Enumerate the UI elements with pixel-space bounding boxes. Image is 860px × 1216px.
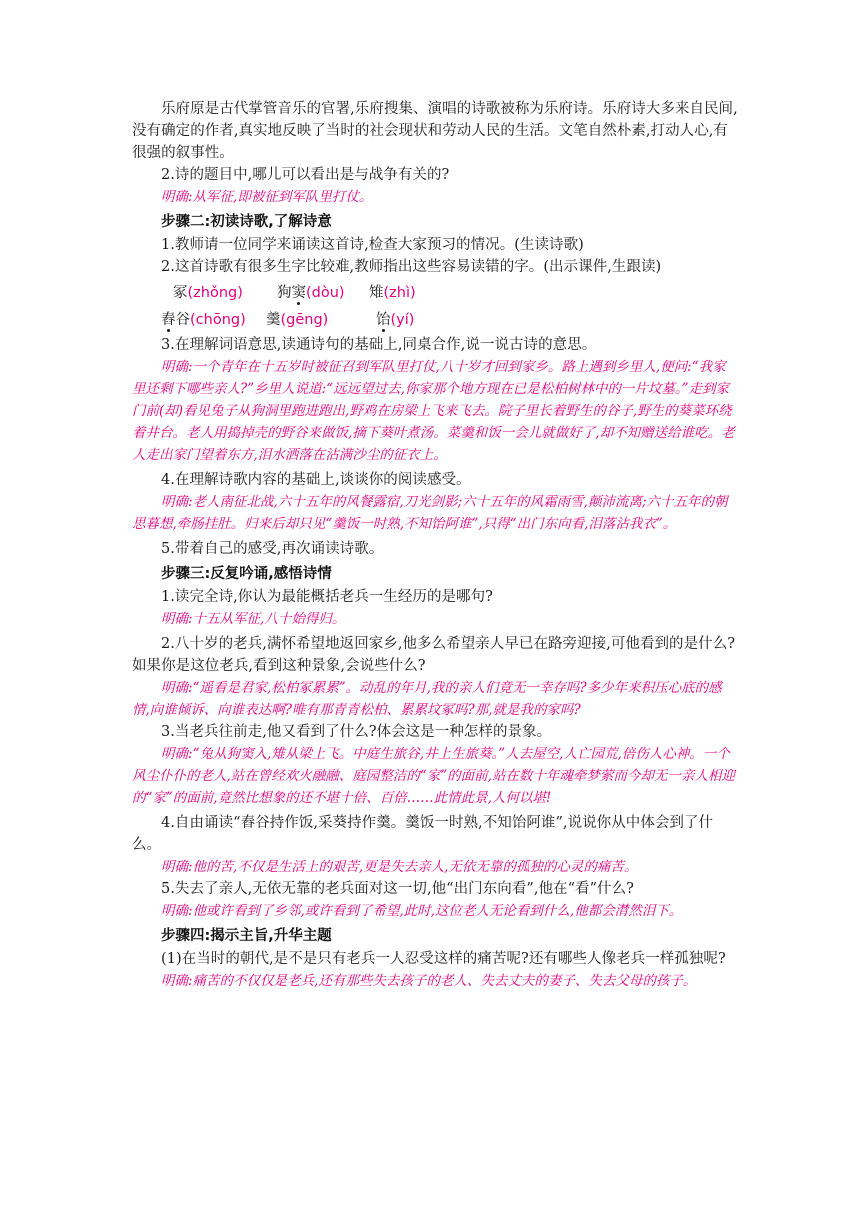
answer-text: 明确:痛苦的不仅仅是老兵,还有那些失去孩子的老人、失去丈夫的妻子、失去父母的孩子。 xyxy=(161,973,697,989)
question-text: 5.失去了亲人,无依无靠的老兵面对这一切,他“出门东向看”,他在“看”什么? xyxy=(161,881,634,897)
step-heading: 步骤二:初读诗歌,了解诗意 xyxy=(161,214,332,230)
question-text: 5.带着自己的感受,再次诵读诗歌。 xyxy=(161,541,384,557)
answer-text: 明确:他或许看到了乡邻,或许看到了希望,此时,这位老人无论看到什么,他都会潸然泪下。 xyxy=(161,903,683,919)
vocab-item: 饴(yí) xyxy=(376,312,415,328)
question-text: 4.自由诵读“舂谷持作饭,采葵持作羹。羹饭一时熟,不知饴阿谁”,说说你从中体会到了什么。 xyxy=(132,815,714,853)
vocabulary-list xyxy=(161,278,738,334)
answer-text: 明确:“兔从狗窦入,雉从梁上飞。中庭生旅谷,井上生旅葵。”人去屋空,人亡园荒,倍伤人心神。一个风尘仆仆的老人,站在曾经欢火融融、庭园整洁的“家”的面前,站在数十年魂牵梦萦而今却无一亲人相迎的“家”的面前,竟然比想象的还不堪十倍、百倍……此情此景,人何以堪! xyxy=(132,746,735,806)
answer-text: 明确:他的苦,不仅是生活上的艰苦,更是失去亲人,无依无靠的孤独的心灵的痛苦。 xyxy=(161,859,638,875)
answer-text: 明确:“遥看是君家,松柏冢累累”。动乱的年月,我的亲人们竟无一幸存吗?多少年来积压心底的感情,向谁倾诉、向谁表达啊?唯有那青青松柏、累累坟冢吗?那,就是我的家吗? xyxy=(132,680,722,718)
answer-text: 明确:一个青年在十五岁时被征召到军队里打仗,八十岁才回到家乡。路上遇到乡里人,便问:“我家里还剩下哪些亲人?”乡里人说道:“远远望过去,你家那个地方现在已是松柏树林中的一片坟墓。”走到家门前(却)看见兔子从狗洞里跑进跑出,野鸡在房梁上飞来飞去。院子里长着野生的谷子,野生的葵菜环绕着井台。老人用捣掉壳的野谷来做饭,摘下葵叶煮汤。菜羹和饭一会儿就做好了,却不知赠送给谁吃。老人走出家门望着东方,泪水洒落在沾满沙尘的征衣上。 xyxy=(132,359,735,463)
vocab-item: 冢(zhǒng) xyxy=(173,285,243,301)
answer-text: 明确:十五从军征,八十始得归。 xyxy=(161,611,346,627)
answer-text: 明确:从军征,即被征到军队里打仗。 xyxy=(161,189,373,205)
question-text: 3.当老兵往前走,他又看到了什么?体会这是一种怎样的景象。 xyxy=(161,724,552,740)
lesson-content xyxy=(132,98,738,992)
question-text: 1.读完全诗,你认为最能概括老兵一生经历的是哪句? xyxy=(161,589,493,605)
vocab-item: 舂谷(chōng) xyxy=(161,312,246,328)
step-heading: 步骤三:反复吟诵,感悟诗情 xyxy=(161,566,332,582)
step-heading: 步骤四:揭示主旨,升华主题 xyxy=(161,928,332,944)
answer-text: 明确:老人南征北战,六十五年的风餐露宿,刀光剑影;六十五年的风霜雨雪,颠沛流离;六十五年的朝思暮想,牵肠挂肚。归来后却只见“羹饭一时熟,不知饴阿谁”,只得“出门东向看,泪落沾我衣”。 xyxy=(132,494,728,532)
question-text: 2.这首诗歌有很多生字比较难,教师指出这些容易读错的字。(出示课件,生跟读) xyxy=(161,259,662,275)
vocab-item: 雉(zhì) xyxy=(369,285,416,301)
question-text: 3.在理解词语意思,读通诗句的基础上,同桌合作,说一说古诗的意思。 xyxy=(161,337,597,353)
question-2: 2.诗的题目中,哪儿可以看出是与战争有关的? xyxy=(161,167,450,183)
question-text: 2.八十岁的老兵,满怀希望地返回家乡,他多么希望亲人早已在路旁迎接,可他看到的是什么?如果你是这位老兵,看到这种景象,会说些什么? xyxy=(132,636,736,674)
vocab-item: 羹(gēng) xyxy=(266,312,329,328)
question-text: 1.教师请一位同学来诵读这首诗,检查大家预习的情况。(生读诗歌) xyxy=(161,237,584,253)
question-text: 4.在理解诗歌内容的基础上,谈谈你的阅读感受。 xyxy=(161,472,471,488)
intro-paragraph: 乐府原是古代掌管音乐的官署,乐府搜集、演唱的诗歌被称为乐府诗。乐府诗大多来自民间,没有确定的作者,真实地反映了当时的社会现状和劳动人民的生活。文笔自然朴素,打动人心,有很强的叙事性。 xyxy=(132,101,738,161)
vocab-item: 狗窦(dòu) xyxy=(277,285,345,301)
question-text: (1)在当时的朝代,是不是只有老兵一人忍受这样的痛苦呢?还有哪些人像老兵一样孤独呢? xyxy=(161,951,726,967)
